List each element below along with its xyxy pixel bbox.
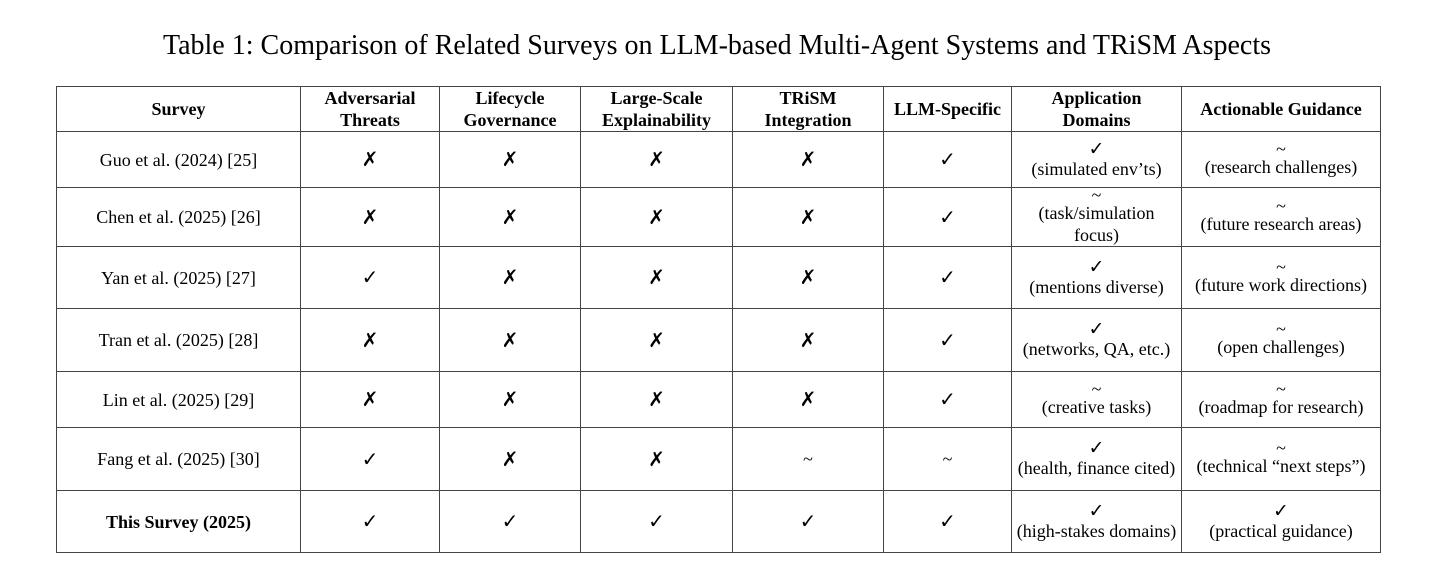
cross-mark: ✗ xyxy=(799,147,817,171)
cross-mark: ✗ xyxy=(648,147,665,171)
lifecycle-governance-cell xyxy=(440,372,581,428)
table-row xyxy=(57,188,1381,247)
partial-mark: ~ xyxy=(1091,185,1102,205)
domain-note: (task/simulation focus) xyxy=(1038,203,1155,245)
cross-mark: ✗ xyxy=(648,387,665,411)
guidance-note: (open challenges) xyxy=(1217,337,1345,357)
trism-integration-cell xyxy=(733,132,884,188)
table-row xyxy=(57,372,1381,428)
cross-mark: ✗ xyxy=(501,446,519,471)
application-domains-cell xyxy=(1012,309,1182,372)
check-mark: ✓ xyxy=(1088,137,1105,160)
check-mark: ✓ xyxy=(939,387,956,411)
domain-note: (networks, QA, etc.) xyxy=(1022,339,1171,359)
actionable-guidance-cell xyxy=(1182,428,1381,491)
survey-name-cell: Guo et al. (2024) [25] xyxy=(57,132,301,188)
cross-mark: ✗ xyxy=(799,327,817,352)
partial-mark: ~ xyxy=(942,449,953,469)
application-domains-cell xyxy=(1012,491,1182,553)
application-domains-cell xyxy=(1012,132,1182,188)
cross-mark: ✗ xyxy=(361,327,379,352)
application-domains-cell xyxy=(1012,428,1182,491)
guidance-note: (practical guidance) xyxy=(1209,520,1353,541)
partial-mark: ~ xyxy=(803,449,813,469)
check-mark: ✓ xyxy=(361,509,379,533)
adversarial-threats-cell xyxy=(301,247,440,309)
header-actionable-guidance: Actionable Guidance xyxy=(1182,87,1381,132)
guidance-note: (future work directions) xyxy=(1195,274,1367,295)
guidance-note: (future research areas) xyxy=(1200,214,1362,234)
check-mark: ✓ xyxy=(939,509,956,533)
trism-integration-cell xyxy=(733,188,884,247)
large-scale-explainability-cell xyxy=(581,372,733,428)
cross-mark: ✗ xyxy=(799,204,817,229)
survey-name-cell: This Survey (2025) xyxy=(57,491,301,553)
large-scale-explainability-cell xyxy=(581,188,733,247)
header-trism-integration: TRiSM Integration xyxy=(733,87,884,132)
cross-mark: ✗ xyxy=(501,265,519,289)
partial-mark: ~ xyxy=(1091,378,1102,399)
trism-integration-cell xyxy=(733,491,884,553)
llm-specific-cell xyxy=(884,132,1012,188)
lifecycle-governance-cell xyxy=(440,491,581,553)
llm-specific-cell xyxy=(884,188,1012,247)
actionable-guidance-cell xyxy=(1182,491,1381,553)
cross-mark: ✗ xyxy=(361,204,379,229)
adversarial-threats-cell xyxy=(301,428,440,491)
large-scale-explainability-cell xyxy=(581,309,733,372)
lifecycle-governance-cell xyxy=(440,247,581,309)
survey-name-cell: Chen et al. (2025) [26] xyxy=(57,188,301,247)
survey-comparison-table xyxy=(56,86,1381,553)
check-mark: ✓ xyxy=(799,509,817,533)
llm-specific-cell xyxy=(884,309,1012,372)
adversarial-threats-cell xyxy=(301,372,440,428)
trism-integration-cell xyxy=(733,372,884,428)
large-scale-explainability-cell xyxy=(581,428,733,491)
check-mark: ✓ xyxy=(1088,437,1105,459)
header-large-scale-explainability: Large-Scale Explainability xyxy=(581,87,733,132)
actionable-guidance-cell xyxy=(1182,132,1381,188)
table-row xyxy=(57,309,1381,372)
guidance-note: (research challenges) xyxy=(1204,156,1358,177)
domain-note: (health, finance cited) xyxy=(1017,458,1176,478)
survey-name-cell: Lin et al. (2025) [29] xyxy=(57,372,301,428)
partial-mark: ~ xyxy=(1276,378,1286,399)
cross-mark: ✗ xyxy=(799,387,817,411)
partial-mark: ~ xyxy=(1276,319,1286,339)
check-mark: ✓ xyxy=(939,147,956,171)
actionable-guidance-cell xyxy=(1182,188,1381,247)
application-domains-cell xyxy=(1012,372,1182,428)
application-domains-cell xyxy=(1012,247,1182,309)
cross-mark: ✗ xyxy=(799,265,817,289)
application-domains-cell xyxy=(1012,185,1182,247)
partial-mark: ~ xyxy=(1276,256,1286,277)
lifecycle-governance-cell xyxy=(440,132,581,188)
large-scale-explainability-cell xyxy=(581,491,733,553)
adversarial-threats-cell xyxy=(301,188,440,247)
actionable-guidance-cell xyxy=(1182,372,1381,428)
header-lifecycle-governance: Lifecycle Governance xyxy=(440,87,581,132)
actionable-guidance-cell xyxy=(1182,247,1381,309)
cross-mark: ✗ xyxy=(361,147,379,171)
survey-name-cell: Yan et al. (2025) [27] xyxy=(57,247,301,309)
trism-integration-cell xyxy=(733,309,884,372)
check-mark: ✓ xyxy=(1088,318,1105,340)
domain-note: (high-stakes domains) xyxy=(1016,520,1177,541)
adversarial-threats-cell xyxy=(301,309,440,372)
large-scale-explainability-cell xyxy=(581,132,733,188)
survey-name-cell: Tran et al. (2025) [28] xyxy=(57,309,301,372)
header-row xyxy=(57,87,1381,132)
lifecycle-governance-cell xyxy=(440,309,581,372)
adversarial-threats-cell xyxy=(301,491,440,553)
cross-mark: ✗ xyxy=(501,387,519,411)
lifecycle-governance-cell xyxy=(440,188,581,247)
header-adversarial-threats: Adversarial Threats xyxy=(301,87,440,132)
cross-mark: ✗ xyxy=(648,204,665,229)
large-scale-explainability-cell xyxy=(581,247,733,309)
table-caption: Table 1: Comparison of Related Surveys on LLM-based Multi-Agent Systems and TRiSM Aspects xyxy=(162,30,1272,61)
header-survey: Survey xyxy=(57,87,301,132)
actionable-guidance-cell xyxy=(1182,309,1381,372)
adversarial-threats-cell xyxy=(301,132,440,188)
guidance-note: (roadmap for research) xyxy=(1198,396,1364,417)
survey-name-cell: Fang et al. (2025) [30] xyxy=(57,428,301,491)
check-mark: ✓ xyxy=(361,265,379,289)
domain-note: (mentions diverse) xyxy=(1029,276,1164,297)
cross-mark: ✗ xyxy=(501,204,519,229)
partial-mark: ~ xyxy=(1276,438,1286,458)
check-mark: ✓ xyxy=(939,265,956,289)
cross-mark: ✗ xyxy=(501,327,519,352)
guidance-note: (technical “next steps”) xyxy=(1196,456,1366,476)
cross-mark: ✗ xyxy=(648,327,665,352)
partial-mark: ~ xyxy=(1276,196,1286,216)
check-mark: ✓ xyxy=(939,204,956,229)
table-row xyxy=(57,247,1381,309)
check-mark: ✓ xyxy=(939,327,956,352)
llm-specific-cell xyxy=(884,491,1012,553)
domain-note: (creative tasks) xyxy=(1041,396,1152,417)
trism-integration-cell xyxy=(733,428,884,491)
header-llm-specific: LLM-Specific xyxy=(884,87,1012,132)
llm-specific-cell xyxy=(884,428,1012,491)
check-mark: ✓ xyxy=(1088,255,1105,278)
llm-specific-cell xyxy=(884,372,1012,428)
trism-integration-cell xyxy=(733,247,884,309)
table-row xyxy=(57,132,1381,188)
lifecycle-governance-cell xyxy=(440,428,581,491)
cross-mark: ✗ xyxy=(361,387,379,411)
check-mark: ✓ xyxy=(501,509,519,533)
partial-mark: ~ xyxy=(1276,138,1286,159)
llm-specific-cell xyxy=(884,247,1012,309)
check-mark: ✓ xyxy=(648,509,665,533)
cross-mark: ✗ xyxy=(648,265,665,289)
domain-note: (simulated env’ts) xyxy=(1031,158,1162,179)
table-row xyxy=(57,491,1381,553)
cross-mark: ✗ xyxy=(501,147,519,171)
table-row xyxy=(57,428,1381,491)
check-mark: ✓ xyxy=(1088,499,1105,522)
cross-mark: ✗ xyxy=(648,446,665,471)
check-mark: ✓ xyxy=(1273,499,1289,522)
check-mark: ✓ xyxy=(361,446,379,471)
header-application-domains: Application Domains xyxy=(1012,87,1182,132)
